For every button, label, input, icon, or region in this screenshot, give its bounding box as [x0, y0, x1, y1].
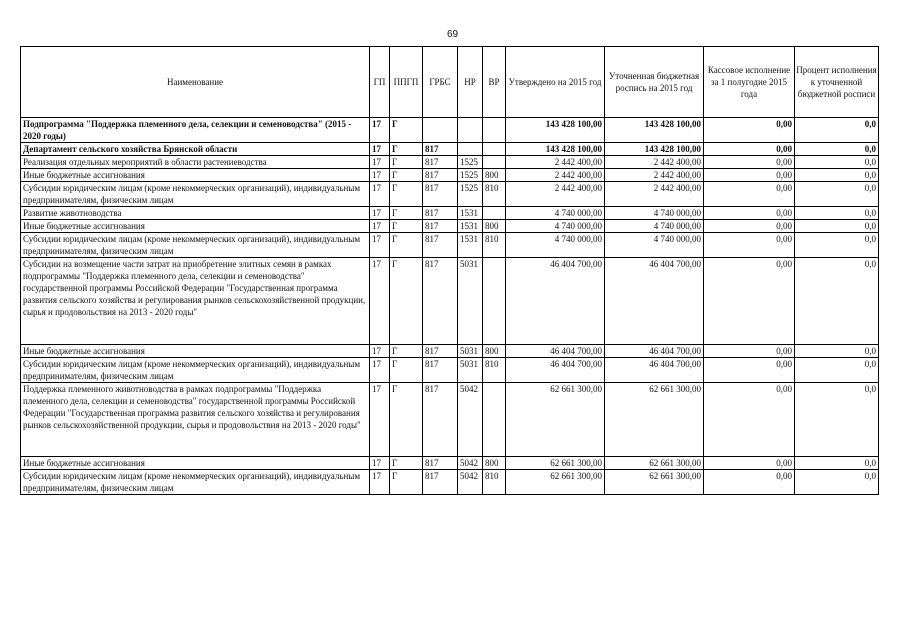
cell-vr: 810 — [483, 358, 506, 383]
cell-gp: 17 — [370, 358, 390, 383]
table-row — [21, 457, 879, 470]
cell-nr: 5042 — [458, 383, 483, 457]
header-grbs: ГРБС — [423, 47, 458, 118]
cell-percent: 0,0 — [795, 118, 879, 143]
cell-name: Поддержка племенного животноводства в рамках подпрограммы "Поддержка племенного дела, селекции и семеноводства" государственной программы Российской Федерации "Государственная программа развития сельского хозяйства и регулирования рынков сельскохозяйственной продукции, сырья и продовольствия на 2013 - 2020 годы" — [21, 383, 370, 457]
cell-grbs: 817 — [423, 383, 458, 457]
cell-cash: 0,00 — [704, 156, 795, 169]
cell-refined: 2 442 400,00 — [605, 156, 704, 169]
cell-name: Иные бюджетные ассигнования — [21, 457, 370, 470]
cell-cash: 0,00 — [704, 470, 795, 495]
cell-vr: 800 — [483, 169, 506, 182]
cell-ppgp: Г — [390, 182, 423, 207]
cell-vr: 800 — [483, 345, 506, 358]
cell-refined: 4 740 000,00 — [605, 220, 704, 233]
cell-vr: 810 — [483, 233, 506, 258]
header-gp: ГП — [370, 47, 390, 118]
cell-cash: 0,00 — [704, 358, 795, 383]
cell-refined: 62 661 300,00 — [605, 457, 704, 470]
cell-gp: 17 — [370, 118, 390, 143]
cell-approved: 4 740 000,00 — [506, 207, 605, 220]
cell-percent: 0,0 — [795, 470, 879, 495]
cell-vr: 800 — [483, 457, 506, 470]
cell-refined: 4 740 000,00 — [605, 207, 704, 220]
cell-ppgp: Г — [390, 220, 423, 233]
table-row — [21, 207, 879, 220]
cell-grbs: 817 — [423, 143, 458, 156]
cell-name: Иные бюджетные ассигнования — [21, 220, 370, 233]
cell-nr: 1531 — [458, 233, 483, 258]
cell-gp: 17 — [370, 182, 390, 207]
header-name: Наименование — [21, 47, 370, 118]
header-refined: Уточненная бюджетная роспись на 2015 год — [605, 47, 704, 118]
cell-gp: 17 — [370, 233, 390, 258]
cell-cash: 0,00 — [704, 118, 795, 143]
cell-refined: 62 661 300,00 — [605, 470, 704, 495]
cell-nr: 1531 — [458, 207, 483, 220]
cell-approved: 4 740 000,00 — [506, 220, 605, 233]
cell-name: Развитие животноводства — [21, 207, 370, 220]
cell-approved: 143 428 100,00 — [506, 118, 605, 143]
cell-grbs: 817 — [423, 358, 458, 383]
cell-cash: 0,00 — [704, 383, 795, 457]
cell-gp: 17 — [370, 258, 390, 345]
cell-ppgp: Г — [390, 258, 423, 345]
header-approved: Утверждено на 2015 год — [506, 47, 605, 118]
cell-vr — [483, 143, 506, 156]
cell-vr: 810 — [483, 182, 506, 207]
cell-approved: 2 442 400,00 — [506, 182, 605, 207]
cell-grbs: 817 — [423, 457, 458, 470]
cell-grbs: 817 — [423, 169, 458, 182]
cell-gp: 17 — [370, 207, 390, 220]
cell-name: Иные бюджетные ассигнования — [21, 169, 370, 182]
cell-nr — [458, 143, 483, 156]
cell-name: Субсидии юридическим лицам (кроме некоммерческих организаций), индивидуальным предпринимателям, физическим лицам — [21, 182, 370, 207]
cell-name: Реализация отдельных мероприятий в области растениеводства — [21, 156, 370, 169]
table-row — [21, 345, 879, 358]
cell-nr: 1525 — [458, 182, 483, 207]
cell-percent: 0,0 — [795, 169, 879, 182]
cell-gp: 17 — [370, 470, 390, 495]
cell-gp: 17 — [370, 345, 390, 358]
cell-percent: 0,0 — [795, 358, 879, 383]
header-ppgp: ППГП — [390, 47, 423, 118]
cell-cash: 0,00 — [704, 345, 795, 358]
cell-percent: 0,0 — [795, 220, 879, 233]
cell-approved: 62 661 300,00 — [506, 470, 605, 495]
cell-approved: 46 404 700,00 — [506, 345, 605, 358]
cell-vr — [483, 156, 506, 169]
cell-grbs — [423, 118, 458, 143]
header-percent: Процент исполнения к уточненной бюджетной росписи — [795, 47, 879, 118]
cell-vr — [483, 383, 506, 457]
cell-name: Субсидии на возмещение части затрат на приобретение элитных семян в рамках подпрограммы "Поддержка племенного дела, селекции и семеноводства" государственной программы Российской Федерации "Государственная программа развития сельского хозяйства и регулирования рынков сельскохозяйственной продукции, сырья и продовольствия на 2013 - 2020 годы" — [21, 258, 370, 345]
cell-vr — [483, 118, 506, 143]
cell-grbs: 817 — [423, 156, 458, 169]
cell-percent: 0,0 — [795, 258, 879, 345]
cell-name: Департамент сельского хозяйства Брянской области — [21, 143, 370, 156]
cell-vr: 810 — [483, 470, 506, 495]
cell-approved: 143 428 100,00 — [506, 143, 605, 156]
cell-name: Субсидии юридическим лицам (кроме некоммерческих организаций), индивидуальным предпринимателям, физическим лицам — [21, 358, 370, 383]
cell-cash: 0,00 — [704, 182, 795, 207]
table-row — [21, 182, 879, 207]
cell-percent: 0,0 — [795, 207, 879, 220]
cell-grbs: 817 — [423, 182, 458, 207]
cell-ppgp: Г — [390, 358, 423, 383]
cell-nr: 5042 — [458, 470, 483, 495]
table-row — [21, 233, 879, 258]
cell-refined: 2 442 400,00 — [605, 169, 704, 182]
cell-cash: 0,00 — [704, 207, 795, 220]
cell-name: Субсидии юридическим лицам (кроме некоммерческих организаций), индивидуальным предпринимателям, физическим лицам — [21, 233, 370, 258]
cell-nr — [458, 118, 483, 143]
cell-gp: 17 — [370, 156, 390, 169]
cell-gp: 17 — [370, 383, 390, 457]
table-row — [21, 220, 879, 233]
cell-vr — [483, 207, 506, 220]
table-row — [21, 383, 879, 457]
cell-ppgp: Г — [390, 345, 423, 358]
cell-nr: 1525 — [458, 156, 483, 169]
cell-percent: 0,0 — [795, 182, 879, 207]
cell-cash: 0,00 — [704, 233, 795, 258]
header-cash: Кассовое исполнение за 1 полугодие 2015 года — [704, 47, 795, 118]
cell-nr: 1531 — [458, 220, 483, 233]
table-row — [21, 258, 879, 345]
cell-approved: 46 404 700,00 — [506, 358, 605, 383]
cell-refined: 2 442 400,00 — [605, 182, 704, 207]
cell-ppgp: Г — [390, 457, 423, 470]
cell-percent: 0,0 — [795, 233, 879, 258]
cell-cash: 0,00 — [704, 143, 795, 156]
cell-grbs: 817 — [423, 470, 458, 495]
cell-approved: 2 442 400,00 — [506, 156, 605, 169]
table-row — [21, 156, 879, 169]
cell-ppgp: Г — [390, 156, 423, 169]
cell-approved: 4 740 000,00 — [506, 233, 605, 258]
cell-grbs: 817 — [423, 220, 458, 233]
cell-approved: 62 661 300,00 — [506, 457, 605, 470]
cell-cash: 0,00 — [704, 457, 795, 470]
cell-cash: 0,00 — [704, 258, 795, 345]
cell-cash: 0,00 — [704, 169, 795, 182]
cell-gp: 17 — [370, 220, 390, 233]
cell-refined: 46 404 700,00 — [605, 258, 704, 345]
cell-percent: 0,0 — [795, 156, 879, 169]
cell-ppgp: Г — [390, 207, 423, 220]
cell-refined: 62 661 300,00 — [605, 383, 704, 457]
header-nr: НР — [458, 47, 483, 118]
cell-refined: 4 740 000,00 — [605, 233, 704, 258]
cell-nr: 5031 — [458, 358, 483, 383]
cell-name: Субсидии юридическим лицам (кроме некоммерческих организаций), индивидуальным предпринимателям, физическим лицам — [21, 470, 370, 495]
table-row — [21, 143, 879, 156]
budget-table — [20, 46, 879, 495]
cell-ppgp: Г — [390, 470, 423, 495]
table-row — [21, 118, 879, 143]
table-row — [21, 358, 879, 383]
cell-percent: 0,0 — [795, 457, 879, 470]
cell-nr: 5031 — [458, 345, 483, 358]
header-vr: ВР — [483, 47, 506, 118]
cell-refined: 143 428 100,00 — [605, 143, 704, 156]
cell-name: Иные бюджетные ассигнования — [21, 345, 370, 358]
table-row — [21, 470, 879, 495]
cell-grbs: 817 — [423, 258, 458, 345]
cell-grbs: 817 — [423, 233, 458, 258]
cell-gp: 17 — [370, 457, 390, 470]
cell-percent: 0,0 — [795, 143, 879, 156]
cell-refined: 46 404 700,00 — [605, 358, 704, 383]
cell-refined: 143 428 100,00 — [605, 118, 704, 143]
cell-ppgp: Г — [390, 233, 423, 258]
cell-grbs: 817 — [423, 345, 458, 358]
cell-ppgp: Г — [390, 118, 423, 143]
cell-vr — [483, 258, 506, 345]
page-number: 69 — [446, 29, 459, 40]
cell-nr: 5031 — [458, 258, 483, 345]
cell-grbs: 817 — [423, 207, 458, 220]
cell-gp: 17 — [370, 169, 390, 182]
cell-ppgp: Г — [390, 383, 423, 457]
cell-approved: 46 404 700,00 — [506, 258, 605, 345]
cell-vr: 800 — [483, 220, 506, 233]
table-row — [21, 169, 879, 182]
cell-percent: 0,0 — [795, 345, 879, 358]
cell-approved: 2 442 400,00 — [506, 169, 605, 182]
cell-approved: 62 661 300,00 — [506, 383, 605, 457]
cell-ppgp: Г — [390, 169, 423, 182]
cell-nr: 1525 — [458, 169, 483, 182]
cell-refined: 46 404 700,00 — [605, 345, 704, 358]
cell-ppgp: Г — [390, 143, 423, 156]
header-row — [21, 47, 879, 118]
cell-percent: 0,0 — [795, 383, 879, 457]
cell-cash: 0,00 — [704, 220, 795, 233]
cell-gp: 17 — [370, 143, 390, 156]
cell-name: Подпрограмма "Поддержка племенного дела, селекции и семеноводства" (2015 - 2020 годы) — [21, 118, 370, 143]
cell-nr: 5042 — [458, 457, 483, 470]
